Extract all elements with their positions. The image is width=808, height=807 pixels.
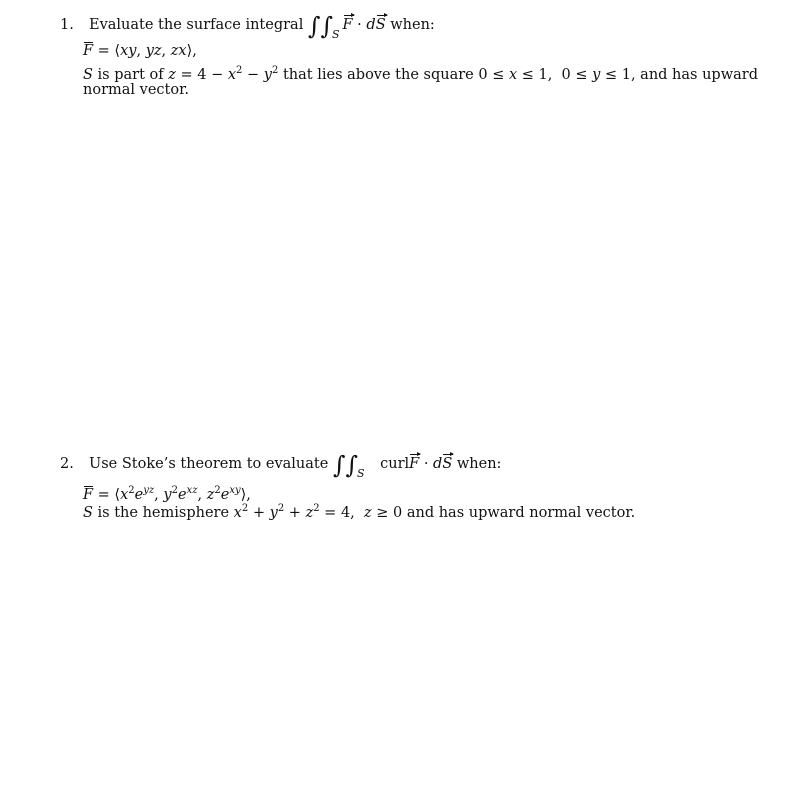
problem-number: 2. bbox=[60, 456, 74, 472]
surface-text: is the hemisphere bbox=[97, 505, 230, 521]
surface-continuation: normal vector. bbox=[83, 82, 190, 98]
surface-element: dS bbox=[366, 17, 386, 33]
surface-description: S is part of $z = 4 - x^2 - y^2$ that lies above the square 0 ≤ x ≤ 1, 0 ≤ y ≤ 1, and has upward bbox=[83, 65, 758, 83]
vector-f: F bbox=[342, 17, 353, 33]
vector-f: F bbox=[409, 456, 420, 472]
integral-subscript: S bbox=[331, 28, 340, 41]
problem-after-integral: when: bbox=[456, 456, 502, 472]
problem-number: 1. bbox=[60, 17, 74, 33]
field-definition: $F = ⟨x^2e^{yz}$, $y^2e^{xz}$, $z^2e^{xy}⟩$, bbox=[83, 485, 251, 503]
problem-intro: Evaluate the surface integral bbox=[89, 17, 304, 33]
double-integral-symbol: ∫∫ bbox=[332, 451, 358, 479]
problem-intro: Use Stoke’s theorem to evaluate bbox=[89, 456, 329, 472]
problem-statement: Use Stoke’s theorem to evaluate $\int\int_S$ curlF · dS when: bbox=[89, 451, 502, 480]
surface-description: S is the hemisphere $x^2 + y^2 + z^2 = 4$, z ≥ 0 and has upward normal vector. bbox=[83, 503, 636, 521]
surface-text-b: that lies above the square bbox=[282, 67, 474, 83]
problem-statement: Evaluate the surface integral $\int\int_SF$ · dS when: bbox=[89, 12, 435, 41]
curl-label: curl bbox=[380, 456, 410, 472]
integral-subscript: S bbox=[356, 467, 365, 480]
surface-text-c: and has upward bbox=[640, 67, 758, 83]
field-definition: F = ⟨xy, yz, zx⟩, bbox=[83, 43, 197, 59]
surface-tail: and has upward normal vector. bbox=[406, 505, 636, 521]
problem-after-integral: when: bbox=[390, 17, 435, 33]
surface-text-a: is part of bbox=[97, 67, 164, 83]
surface-element: dS bbox=[433, 456, 453, 472]
double-integral-symbol: ∫∫ bbox=[307, 12, 333, 40]
